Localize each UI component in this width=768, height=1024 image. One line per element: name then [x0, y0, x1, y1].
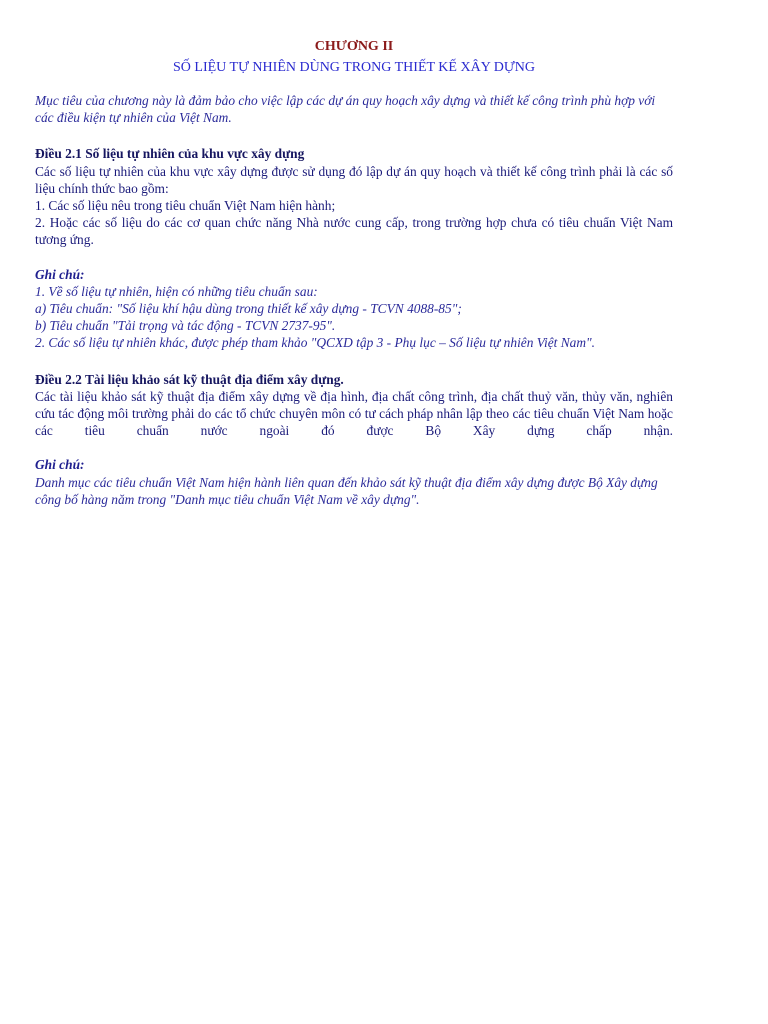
article-2-2: [35, 371, 673, 508]
article-2-1-note-heading: Ghi chú:: [35, 266, 85, 282]
article-2-2-note-body: Danh mục các tiêu chuẩn Việt Nam hiện hành liên quan đến khảo sát kỹ thuật địa điểm xây dựng được Bộ Xây dựng công bố hàng năm trong "Danh mục tiêu chuẩn Việt Nam về xây dựng".: [35, 474, 658, 507]
article-2-2-note-heading: Ghi chú:: [35, 457, 85, 473]
article-2-1-item-2: 2. Hoặc các số liệu do các cơ quan chức năng Nhà nước cung cấp, trong trường hợp chưa có tiêu chuẩn Việt Nam tương ứng.: [35, 215, 673, 248]
article-2-1-note-1a: a) Tiêu chuẩn: "Số liệu khí hậu dùng trong thiết kế xây dựng - TCVN 4088-85";: [35, 301, 462, 317]
article-2-1-body: Các số liệu tự nhiên của khu vực xây dựng được sử dụng đó lập dự án quy hoạch và thiết kế công trình phải là các số liệu chính thức bao gồm:: [35, 163, 673, 196]
chapter-title: SỐ LIỆU TỰ NHIÊN DÙNG TRONG THIẾT KẾ XÂY DỰNG: [173, 60, 535, 75]
chapter-intro: Mục tiêu của chương này là đảm bảo cho việc lập các dự án quy hoạch xây dựng và thiết kế công trình phù hợp với các điều kiện tự nhiên của Việt Nam.: [35, 93, 656, 126]
article-2-1-item-1: 1. Các số liệu nêu trong tiêu chuẩn Việt Nam hiện hành;: [35, 198, 336, 214]
chapter-number: CHƯƠNG II: [314, 39, 394, 54]
article-2-1-note-2: 2. Các số liệu tự nhiên khác, được phép tham khảo "QCXD tập 3 - Phụ lục – Số liệu tự nhiên Việt Nam".: [35, 335, 595, 351]
article-2-2-heading: Điều 2.2 Tài liệu khảo sát kỹ thuật địa điểm xây dựng.: [35, 371, 344, 387]
article-2-2-body: Các tài liệu khảo sát kỹ thuật địa điểm xây dựng về địa hình, địa chất công trình, địa chất thuỷ văn, thủy văn, nghiên cứu tác động môi trường phải do các tổ chức chuyên môn có tư cách pháp nhân lập theo các tiêu chuẩn Việt Nam hoặc các tiêu chuẩn nước ngoài đó được Bộ Xây dựng chấp nhận.: [35, 388, 673, 439]
article-2-1-note-1: 1. Về số liệu tự nhiên, hiện có những tiêu chuẩn sau:: [35, 283, 318, 299]
document-page: [35, 38, 673, 508]
article-2-1: [35, 145, 673, 351]
article-2-1-heading: Điều 2.1 Số liệu tự nhiên của khu vực xây dựng: [35, 146, 305, 162]
article-2-1-note-1b: b) Tiêu chuẩn "Tải trọng và tác động - TCVN 2737-95".: [35, 318, 336, 334]
